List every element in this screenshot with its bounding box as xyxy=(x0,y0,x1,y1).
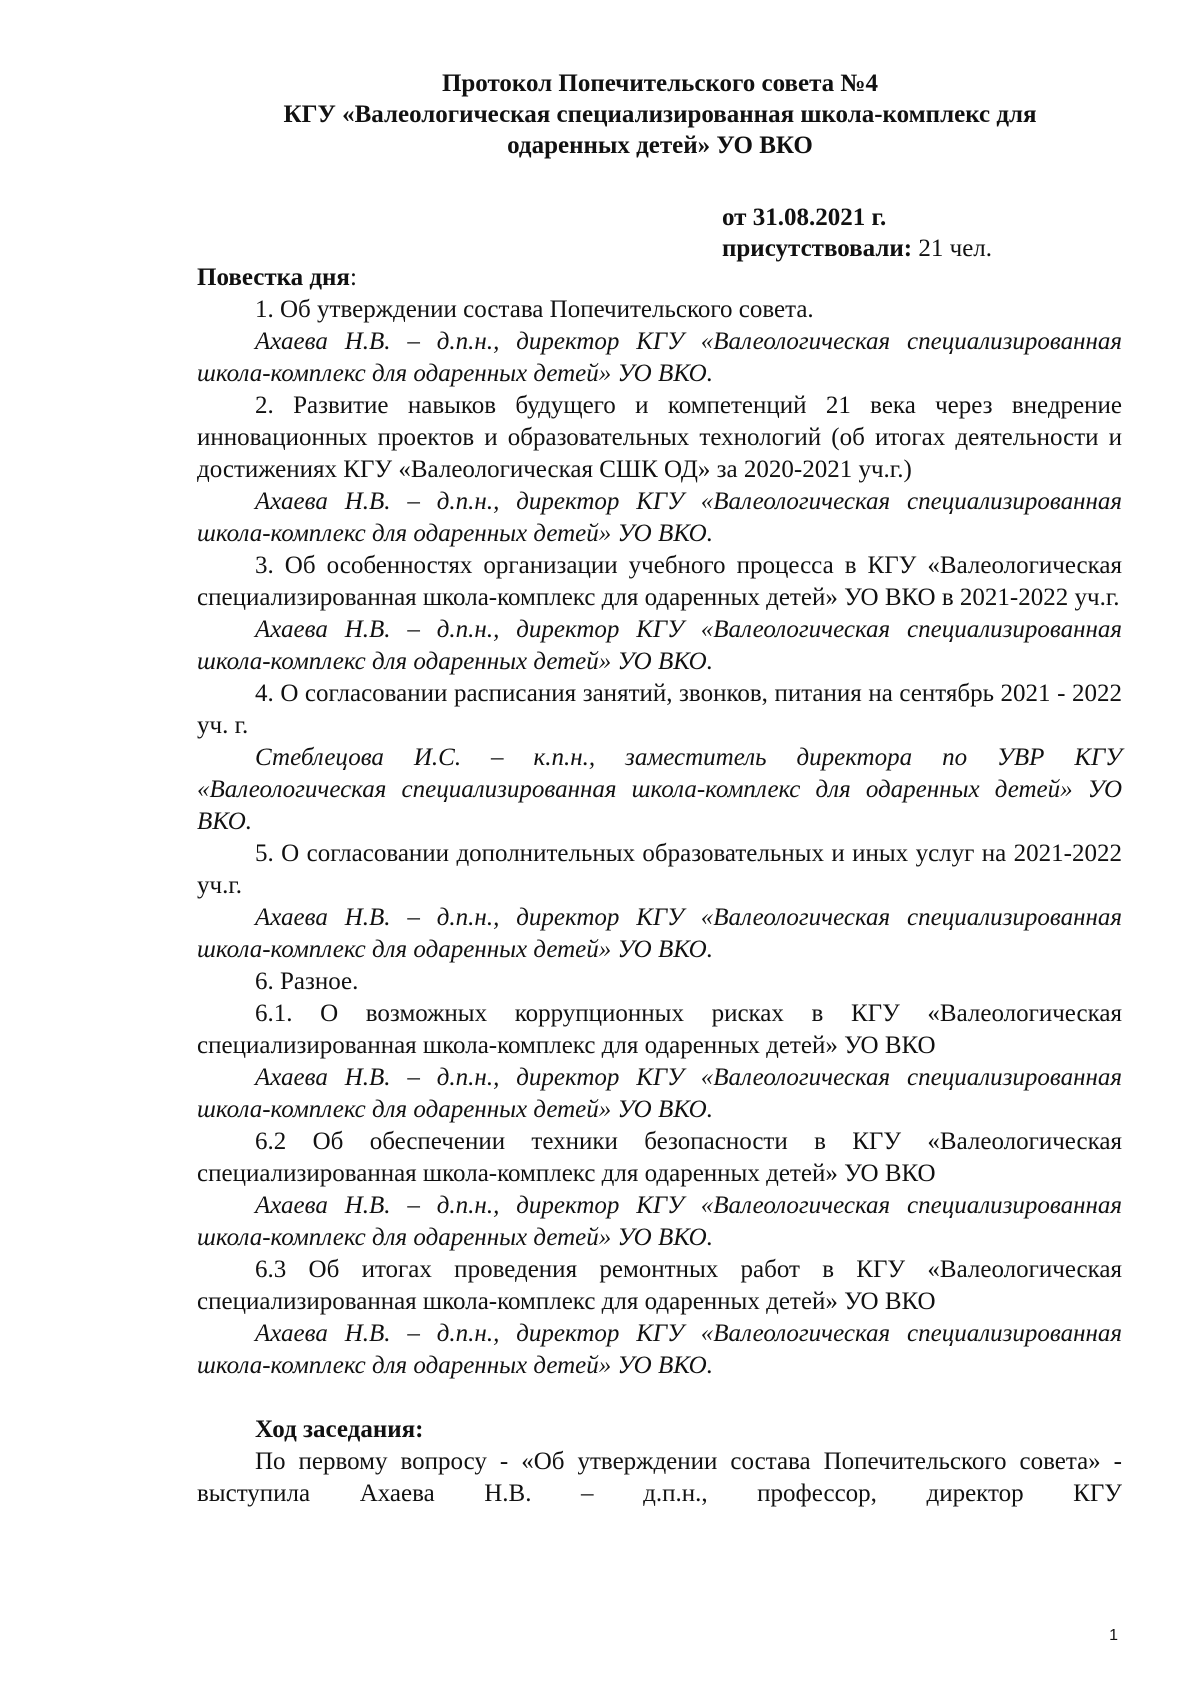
title-line-2: КГУ «Валеологическая специализированная школа-комплекс для xyxy=(283,101,1037,128)
agenda-heading-colon: : xyxy=(349,264,357,291)
agenda-item-2: 2. Развитие навыков будущего и компетенций 21 века через внедрение инновационных проектов и образовательных технологий (об итогах деятельности и достижениях КГУ «Валеологическая СШК ОД» за 2020-2021 уч.г.) xyxy=(197,392,1122,483)
proceedings-heading: Ход заседания: xyxy=(255,1416,424,1443)
agenda-item-2-speaker: Ахаева Н.В. – д.п.н., директор КГУ «Валеологическая специализированная школа-комплекс для одаренных детей» УО ВКО. xyxy=(197,488,1122,547)
agenda-item-6-1: 6.1. О возможных коррупционных рисках в КГУ «Валеологическая специализированная школа-комплекс для одаренных детей» УО ВКО xyxy=(197,1000,1122,1059)
agenda-item-6-2-speaker: Ахаева Н.В. – д.п.н., директор КГУ «Валеологическая специализированная школа-комплекс для одаренных детей» УО ВКО. xyxy=(197,1192,1122,1251)
attendance-value: 21 чел. xyxy=(912,235,993,262)
agenda-item-6-2: 6.2 Об обеспечении техники безопасности в КГУ «Валеологическая специализированная школа-комплекс для одаренных детей» УО ВКО xyxy=(197,1128,1122,1187)
agenda-item-3: 3. Об особенностях организации учебного процесса в КГУ «Валеологическая специализированная школа-комплекс для одаренных детей» УО ВКО в 2021-2022 уч.г. xyxy=(197,552,1122,611)
title-line-1: Протокол Попечительского совета №4 xyxy=(441,70,879,97)
document-title xyxy=(190,68,1130,161)
meeting-date: от 31.08.2021 г. xyxy=(722,204,887,231)
agenda-heading xyxy=(197,262,1122,294)
agenda-item-4-speaker: Стеблецова И.С. – к.п.н., заместитель директора по УВР КГУ «Валеологическая специализированная школа-комплекс для одаренных детей» УО ВКО. xyxy=(197,744,1122,835)
agenda-item-5-speaker: Ахаева Н.В. – д.п.н., директор КГУ «Валеологическая специализированная школа-комплекс для одаренных детей» УО ВКО. xyxy=(197,904,1122,963)
agenda-item-5: 5. О согласовании дополнительных образовательных и иных услуг на 2021-2022 уч.г. xyxy=(197,840,1122,899)
proceedings-text: По первому вопросу - «Об утверждении состава Попечительского совета» - выступила Ахаева Н.В. – д.п.н., профессор, директор КГУ xyxy=(197,1448,1122,1507)
agenda-item-3-speaker: Ахаева Н.В. – д.п.н., директор КГУ «Валеологическая специализированная школа-комплекс для одаренных детей» УО ВКО. xyxy=(197,616,1122,675)
agenda-heading-text: Повестка дня xyxy=(197,264,350,291)
meeting-meta xyxy=(722,202,992,264)
agenda-item-1-speaker: Ахаева Н.В. – д.п.н., директор КГУ «Валеологическая специализированная школа-комплекс для одаренных детей» УО ВКО. xyxy=(197,328,1122,387)
page-number: 1 xyxy=(1109,1627,1118,1644)
document-body xyxy=(197,262,1122,1510)
agenda-item-6-3-speaker: Ахаева Н.В. – д.п.н., директор КГУ «Валеологическая специализированная школа-комплекс для одаренных детей» УО ВКО. xyxy=(197,1320,1122,1379)
agenda-item-4: 4. О согласовании расписания занятий, звонков, питания на сентябрь 2021 - 2022 уч. г. xyxy=(197,680,1122,739)
attendance xyxy=(722,233,992,264)
agenda-item-1: 1. Об утверждении состава Попечительского совета. xyxy=(255,296,814,323)
title-line-3: одаренных детей» УО ВКО xyxy=(507,132,813,159)
section-spacer xyxy=(197,1382,1122,1414)
attendance-label: присутствовали: xyxy=(722,235,913,262)
agenda-item-6-1-speaker: Ахаева Н.В. – д.п.н., директор КГУ «Валеологическая специализированная школа-комплекс для одаренных детей» УО ВКО. xyxy=(197,1064,1122,1123)
agenda-item-6: 6. Разное. xyxy=(255,968,359,995)
agenda-item-6-3: 6.3 Об итогах проведения ремонтных работ в КГУ «Валеологическая специализированная школа-комплекс для одаренных детей» УО ВКО xyxy=(197,1256,1122,1315)
